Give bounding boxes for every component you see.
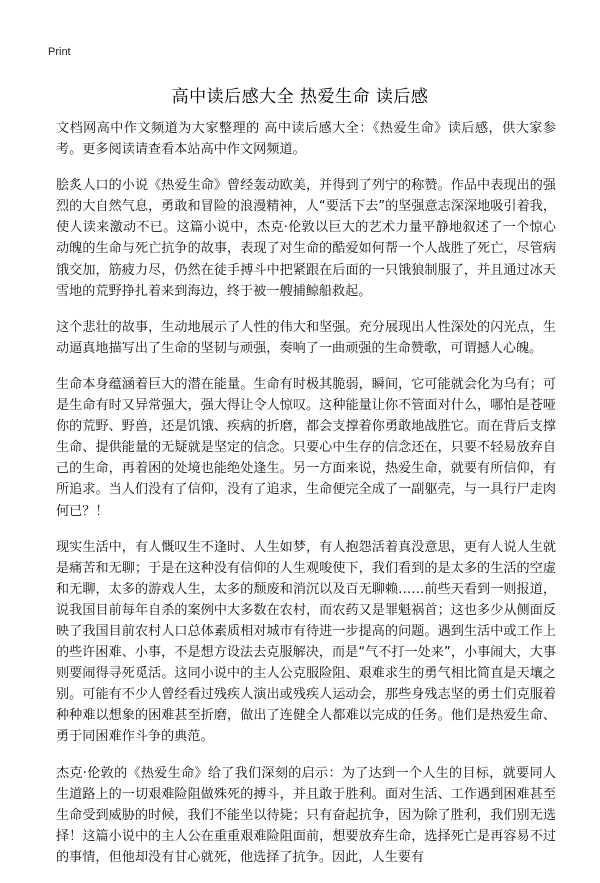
paragraph-story-meaning: 这个悲壮的故事，生动地展示了人性的伟大和坚强。充分展现出人性深处的闪光点，生动逼真地描写出了生命的坚韧与顽强，奏响了一曲顽强的生命赞歌，可谓撼人心魄。 — [56, 319, 556, 356]
print-label: Print — [48, 46, 71, 58]
paragraph-life-energy: 生命本身蕴涵着巨大的潜在能量。生命有时极其脆弱，瞬间，它可能就会化为乌有；可是生命有时又异常强大，强大得让令人惊叹。这种能量让你不管面对什么，哪怕是苍哑你的荒野、野兽，还是饥饿、疾病的折磨，都会支撑着你勇敢地战胜它。而在背后支撑生命、提供能量的无疑就是坚定的信念。只要心中生存的信念还在，只要不轻易放弃自己的生命，再着困的处境也能绝处逢生。另一方面来说，热爱生命，就要有所信仰，有所追求。当人们没有了信仰，没有了追求，生命便完全成了一副躯壳，与一具行尸走肉何已？！ — [56, 376, 556, 519]
page-title: 高中读后感大全 热爱生命 读后感 — [171, 87, 429, 107]
paragraph-inspiration: 杰克·伦敦的《热爱生命》给了我们深刻的启示：为了达到一个人生的目标，就要同人生道路上的一切艰难险阻做殊死的搏斗，并且敢于胜利。面对生活、工作遇到困难甚至生命受到威胁的时候，我们不能坐以待毙；只有奋起抗争，因为除了胜利，我们别无选择！这篇小说中的主人公在重重艰难险阻面前，想要放弃生命，选择死亡是再容易不过的事情，但他却没有甘心就死，他选择了抗争。因此，人生要有 — [56, 765, 556, 865]
paragraph-intro: 文档网高中作文频道为大家整理的 高中读后感大全：《热爱生命》读后感，供大家参考。更多阅读请查看本站高中作文网频道。 — [56, 121, 556, 158]
paragraph-real-life: 现实生活中，有人慨叹生不逢时、人生如梦，有人抱怨活着真没意思，更有人说人生就是痛苦和无聊；于是在这种没有信仰的人生观唆使下，我们看到的是太多的生活的空虚和无聊，太多的游戏人生，太多的颓废和消沉以及百无聊赖……前些天看到一则报道，说我国目前每年自杀的案例中大多数在农村，而农药又是罪魁祸首；这也多少从侧面反映了我国目前农村人口总体素质相对城市有待进一步提高的问题。遇到生活中或工作上的些许困难、小事，不是想方设法去克服解决，而是“气不打一处来”，小事闹大，大事则要闹得寻死觅活。这同小说中的主人公克服险阻、艰难求生的勇气相比简直是天壤之别。可能有不少人曾经看过残疾人演出或残疾人运动会，那些身残志坚的勇士们克服着种种难以想象的困难甚至折磨，做出了连健全人都难以完成的任务。他们是热爱生命、勇于同困难作斗争的典范。 — [56, 539, 556, 745]
article-body — [56, 118, 556, 883]
paragraph-novel-summary: 脍炙人口的小说《热爱生命》曾经轰动欧美，并得到了列宁的称赞。作品中表现出的强烈的大自然气息，勇敢和冒险的浪漫精神，人“要活下去”的坚强意志深深地吸引着我，使人读来激动不已。这篇小说中，杰克·伦敦以巨大的艺术力量平静地叙述了一个惊心动魄的生命与死亡抗争的故事，表现了对生命的酷爱如何帮一个人战胜了死亡，尽管病饿交加，筋疲力尽，仍然在徒手搏斗中把紧跟在后面的一只饿狼制服了，并且通过冰天雪地的荒野挣扎着来到海边，终于被一艘捕鲸船救起。 — [56, 178, 556, 299]
